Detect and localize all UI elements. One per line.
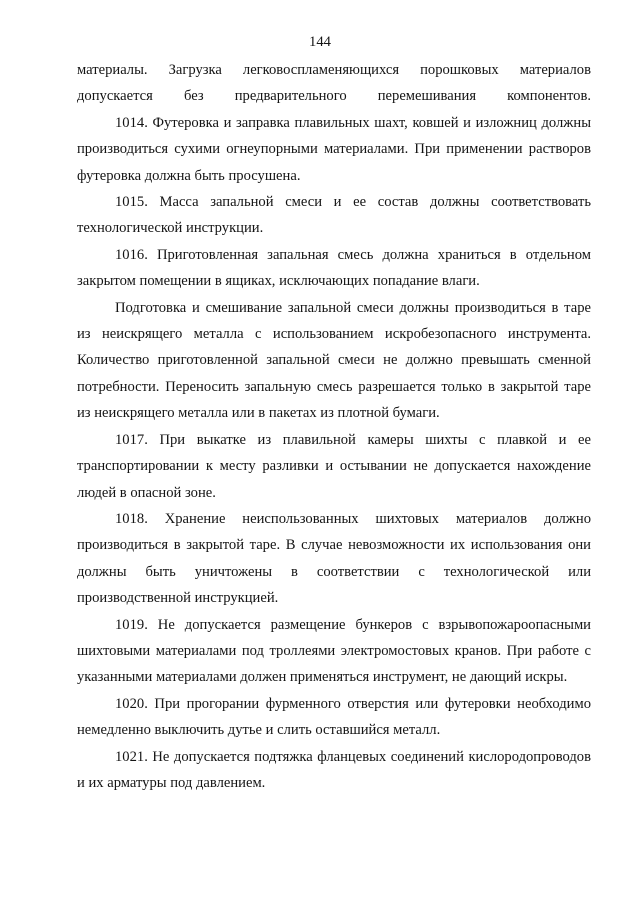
paragraph-1018: 1018. Хранение неиспользованных шихтовых материалов должно производиться в закрытой таре. В случае невозможности их использования они должны быть уничтожены в соответствии с технологической или производственной инструкцией. [77,510,591,607]
paragraph-1016: 1016. Приготовленная запальная смесь должна храниться в отдельном закрытом помещении в ящиках, исключающих попадание влаги. [77,246,591,290]
paragraph-1021: 1021. Не допускается подтяжка фланцевых соединений кислородопроводов и их арматуры под давлением. [77,748,591,791]
body-text [77,57,591,796]
paragraph-1014: 1014. Футеровка и заправка плавильных шахт, ковшей и изложниц должны производиться сухими огнеупорными материалами. При применении растворов футеровка должна быть просушена. [77,114,591,184]
paragraph-1016-continued: Подготовка и смешивание запальной смеси должны производиться в таре из неискрящего металла с использованием искробезопасного инструмента. Количество приготовленной запальной смеси не должно превышать сменной потребности. Переносить запальную смесь разрешается только в закрытой таре из неискрящего металла или в пакетах из плотной бумаги. [77,299,591,422]
paragraph-1017: 1017. При выкатке из плавильной камеры шихты с плавкой и ее транспортировании к месту разливки и остывании не допускается нахождение людей в опасной зоне. [77,431,591,501]
paragraph-1015: 1015. Масса запальной смеси и ее состав должны соответствовать технологической инструкции. [77,194,591,237]
paragraph-1020: 1020. При прогорании фурменного отверстия или футеровки необходимо немедленно выключить дутье и слить оставшийся металл. [77,695,591,739]
paragraph-1019: 1019. Не допускается размещение бункеров с взрывопожароопасными шихтовыми материалами под троллеями электромостовых кранов. При работе с указанными материалами должен применяться инструмент, не дающий искры. [77,616,591,686]
paragraph-continuation-line: материалы. Загрузка легковоспламеняющихся порошковых материалов допускается без предварительного перемешивания компонентов. [77,62,591,105]
page-number: 144 [309,34,331,50]
